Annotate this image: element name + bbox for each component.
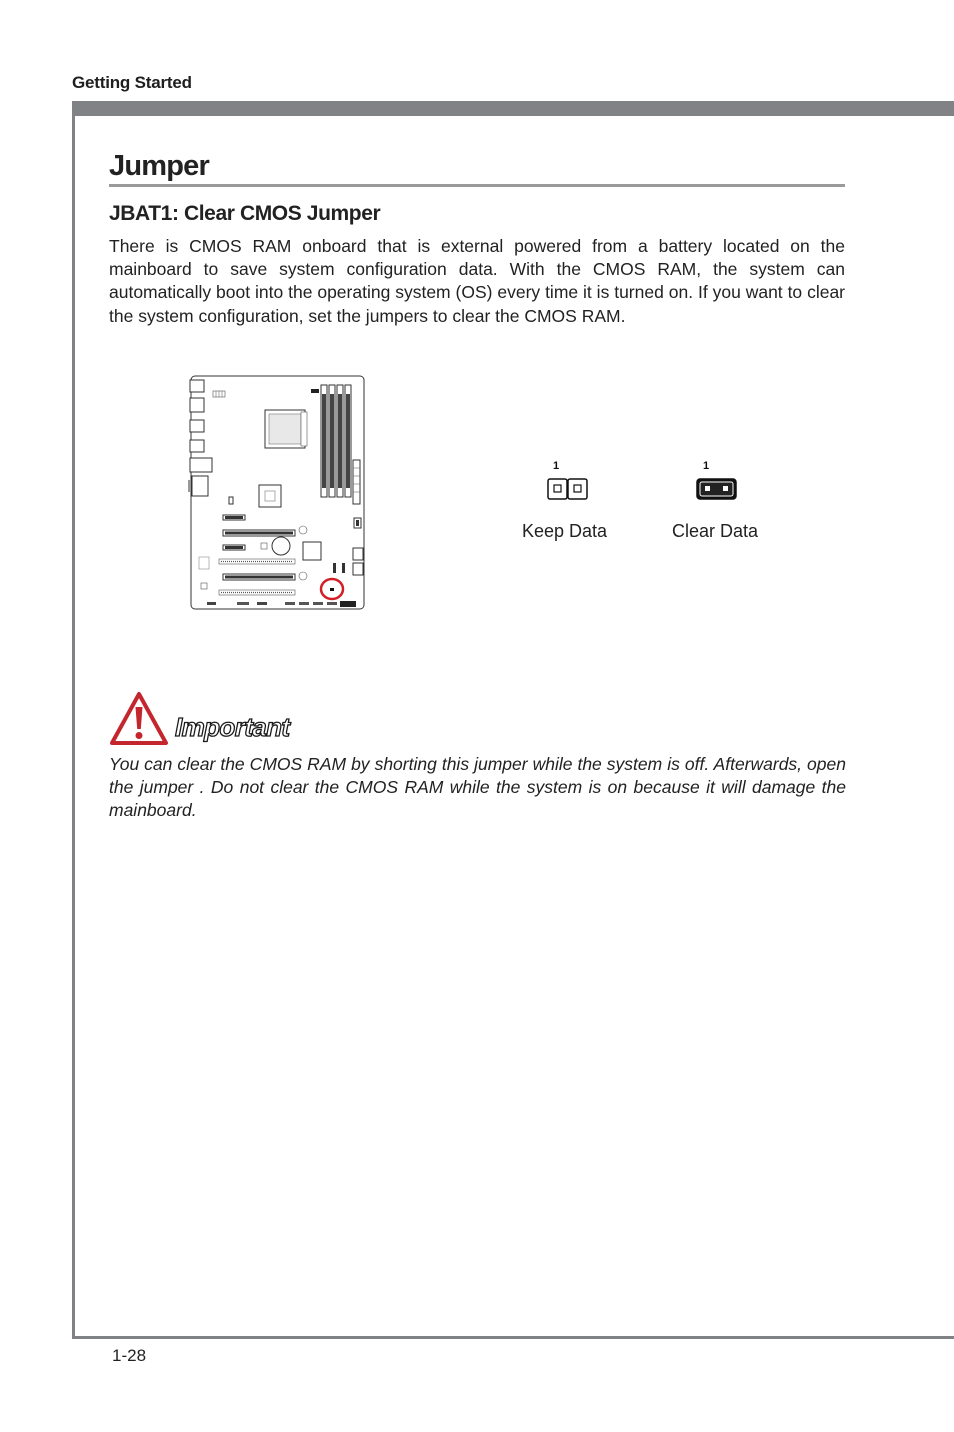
- motherboard-layout-diagram: [185, 372, 370, 617]
- keep-data-caption: Keep Data: [522, 521, 608, 541]
- important-label: Important: [175, 712, 290, 742]
- running-title: Getting Started: [72, 73, 192, 92]
- clear-data-pin-one-label: 1: [703, 460, 710, 472]
- keep-data-jumper: [547, 478, 589, 500]
- section-title-underline: [109, 184, 845, 187]
- left-margin-rule: [72, 101, 75, 1339]
- jumper-subtitle: JBAT1: Clear CMOS Jumper: [109, 202, 381, 225]
- keep-data-pin-one-label: 1: [553, 460, 560, 472]
- jumper-description: There is CMOS RAM onboard that is external powered from a battery located on the mainboard to save system configuration data. With the CMOS RAM, the system can automatically boot into the operating system (OS) every time it is turned on. If you want to clear the system configuration, set the jumpers to clear the CMOS RAM.: [109, 236, 845, 326]
- footer-rule: [72, 1336, 954, 1339]
- clear-data-jumper: [696, 478, 738, 500]
- header-bar: [72, 101, 954, 116]
- clear-data-caption: Clear Data: [672, 521, 759, 541]
- warning-triangle-icon: [109, 691, 169, 747]
- important-note-text: You can clear the CMOS RAM by shorting this jumper while the system is off. Afterwards, open the jumper . Do not clear the CMOS RAM while the system is on because it will damage the mainboard.: [109, 754, 846, 821]
- page-number: 1-28: [112, 1346, 147, 1365]
- section-title: Jumper: [109, 150, 209, 182]
